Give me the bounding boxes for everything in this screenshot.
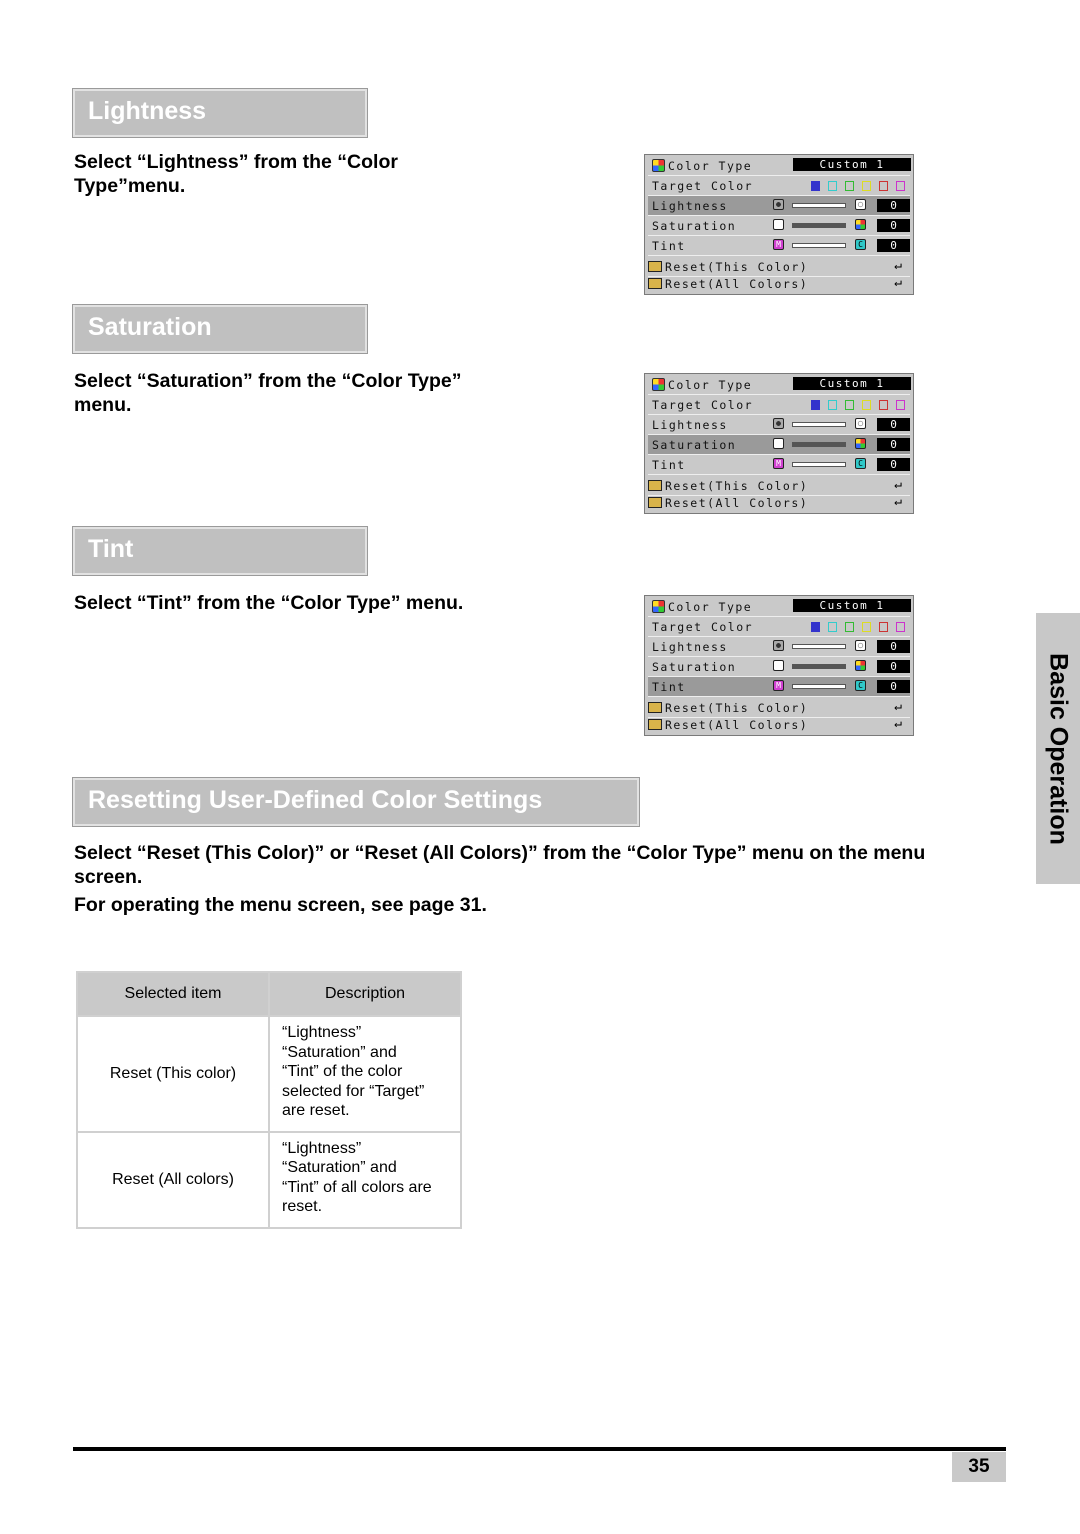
target-color-swatch[interactable] [845,181,854,191]
saturation-slider[interactable] [792,223,846,228]
saturation-low-icon [773,438,784,449]
reset-description-table [76,971,462,1229]
target-color-swatch[interactable] [862,181,871,191]
color-type-value: Custom 1 [793,599,911,612]
saturation-high-icon [855,438,866,449]
menu-row-tint[interactable] [648,236,910,256]
color-type-menu [644,595,914,736]
description-line: “Tint” of the color [282,1063,403,1080]
section-title: Tint [88,535,134,563]
section-header-reset [72,777,640,827]
lightness-value: 0 [877,199,910,212]
table-header: Description [269,972,461,1016]
saturation-value: 0 [877,660,910,673]
menu-row-target-color[interactable] [648,395,910,415]
saturation-high-icon [855,219,866,230]
target-color-swatch[interactable] [879,400,888,410]
menu-label: Target Color [652,398,754,412]
menu-label: Color Type [668,159,753,173]
menu-label: Saturation [652,219,737,233]
enter-icon: ↵ [894,258,902,273]
menu-row-color-type[interactable] [648,597,910,617]
color-type-menu [644,373,914,514]
menu-label: Reset(All Colors) [665,277,809,291]
menu-label: Reset(This Color) [665,260,809,274]
target-color-swatch[interactable] [845,400,854,410]
description-line: “Saturation” and [282,1043,397,1061]
tint-value: 0 [877,458,910,471]
folder-icon [648,278,662,289]
color-type-value: Custom 1 [793,158,911,171]
tint-cyan-icon: C [855,680,866,691]
menu-label: Tint [652,458,686,472]
color-type-icon [652,378,665,391]
target-color-swatch[interactable] [811,181,820,191]
lightness-bright-icon [855,199,866,210]
instruction-reset: Select “Reset (This Color)” or “Reset (All Colors)” from the “Color Type” menu on the menu screen. [74,842,926,888]
target-color-swatch[interactable] [896,400,905,410]
target-color-swatch[interactable] [896,181,905,191]
tint-value: 0 [877,680,910,693]
folder-icon [648,702,662,713]
target-color-swatch[interactable] [828,622,837,632]
menu-row-target-color[interactable] [648,617,910,637]
lightness-value: 0 [877,418,910,431]
menu-label: Reset(This Color) [665,701,809,715]
menu-row-tint[interactable] [648,677,910,697]
lightness-slider[interactable] [792,644,846,649]
instruction-reset-note: For operating the menu screen, see page 31. [74,894,487,916]
tint-magenta-icon: M [773,239,784,250]
instruction-saturation: Select “Saturation” from the “Color Type” menu. [74,370,462,416]
table-header: Selected item [77,972,269,1016]
section-header-lightness [72,88,368,138]
section-title: Saturation [88,313,212,341]
menu-row-saturation[interactable] [648,435,910,455]
folder-icon [648,261,662,272]
enter-icon: ↵ [894,494,902,509]
menu-label: Saturation [652,438,737,452]
saturation-low-icon [773,660,784,671]
tint-slider[interactable] [792,684,846,689]
tint-magenta-icon: M [773,458,784,469]
enter-icon: ↵ [894,275,902,290]
description-line: are reset. [282,1102,350,1119]
table-row [77,1016,461,1132]
section-title: Resetting User-Defined Color Settings [88,786,543,814]
menu-row-lightness[interactable] [648,196,910,216]
lightness-bright-icon [855,640,866,651]
target-color-swatch[interactable] [845,622,854,632]
saturation-slider[interactable] [792,664,846,669]
menu-row-lightness[interactable] [648,637,910,657]
menu-row-color-type[interactable] [648,375,910,395]
menu-row-reset-all[interactable] [648,493,910,512]
lightness-dark-icon [773,199,784,210]
description-line: “Tint” of all colors are [282,1178,432,1196]
description-line: “Lightness” [282,1139,362,1157]
saturation-value: 0 [877,438,910,451]
enter-icon: ↵ [894,699,902,714]
menu-label: Reset(This Color) [665,479,809,493]
color-type-menu [644,154,914,295]
menu-label: Saturation [652,660,737,674]
instruction-tint: Select “Tint” from the “Color Type” menu. [74,592,464,614]
target-color-swatch[interactable] [811,622,820,632]
menu-row-target-color[interactable] [648,176,910,196]
target-color-swatch[interactable] [828,181,837,191]
menu-label: Lightness [652,640,728,654]
menu-row-tint[interactable] [648,455,910,475]
lightness-dark-icon [773,418,784,429]
folder-icon [648,497,662,508]
menu-row-color-type[interactable] [648,156,910,176]
tint-cyan-icon: C [855,458,866,469]
color-type-value: Custom 1 [793,377,911,390]
saturation-slider[interactable] [792,442,846,447]
description-line: “Saturation” and [282,1159,397,1176]
menu-label: Tint [652,680,686,694]
target-color-swatch[interactable] [828,400,837,410]
menu-label: Tint [652,239,686,253]
menu-label: Reset(All Colors) [665,496,809,510]
tint-cyan-icon: C [855,239,866,250]
folder-icon [648,719,662,730]
lightness-value: 0 [877,640,910,653]
lightness-bright-icon [855,418,866,429]
menu-row-reset-all[interactable] [648,715,910,734]
instruction-lightness: Select “Lightness” from the “Color Type”menu. [74,151,398,197]
lightness-slider[interactable] [792,203,846,208]
saturation-value: 0 [877,219,910,232]
description-line: “Lightness” [282,1024,362,1041]
saturation-high-icon [855,660,866,671]
table-cell-description [269,1132,461,1228]
table-cell-description [269,1016,461,1132]
menu-row-saturation[interactable] [648,657,910,677]
menu-label: Target Color [652,620,754,634]
description-line: selected for “Target” [282,1082,425,1100]
description-line: reset. [282,1198,323,1215]
table-cell-item: Reset (This color) [77,1016,269,1132]
menu-label: Color Type [668,600,753,614]
target-color-swatch[interactable] [862,622,871,632]
menu-label: Lightness [652,418,728,432]
menu-row-saturation[interactable] [648,216,910,236]
side-tab [1036,613,1080,884]
target-color-swatch[interactable] [896,622,905,632]
section-title: Lightness [88,97,207,125]
table-cell-item: Reset (All colors) [77,1132,269,1228]
target-color-swatch[interactable] [811,400,820,410]
folder-icon [648,480,662,491]
footer-rule [73,1447,1006,1451]
menu-label: Color Type [668,378,753,392]
lightness-dark-icon [773,640,784,651]
menu-row-reset-all[interactable] [648,274,910,293]
menu-row-lightness[interactable] [648,415,910,435]
target-color-swatch[interactable] [879,181,888,191]
target-color-swatch[interactable] [879,622,888,632]
saturation-low-icon [773,219,784,230]
target-color-swatch[interactable] [862,400,871,410]
section-header-saturation [72,304,368,354]
enter-icon: ↵ [894,716,902,731]
color-type-icon [652,159,665,172]
color-type-icon [652,600,665,613]
side-tab-label: Basic Operation [1044,652,1073,845]
menu-label: Target Color [652,179,754,193]
enter-icon: ↵ [894,477,902,492]
tint-slider[interactable] [792,462,846,467]
tint-slider[interactable] [792,243,846,248]
menu-label: Reset(All Colors) [665,718,809,732]
page-number: 35 [952,1452,1006,1482]
lightness-slider[interactable] [792,422,846,427]
table-row [77,1132,461,1228]
menu-label: Lightness [652,199,728,213]
section-header-tint [72,526,368,576]
tint-magenta-icon: M [773,680,784,691]
tint-value: 0 [877,239,910,252]
